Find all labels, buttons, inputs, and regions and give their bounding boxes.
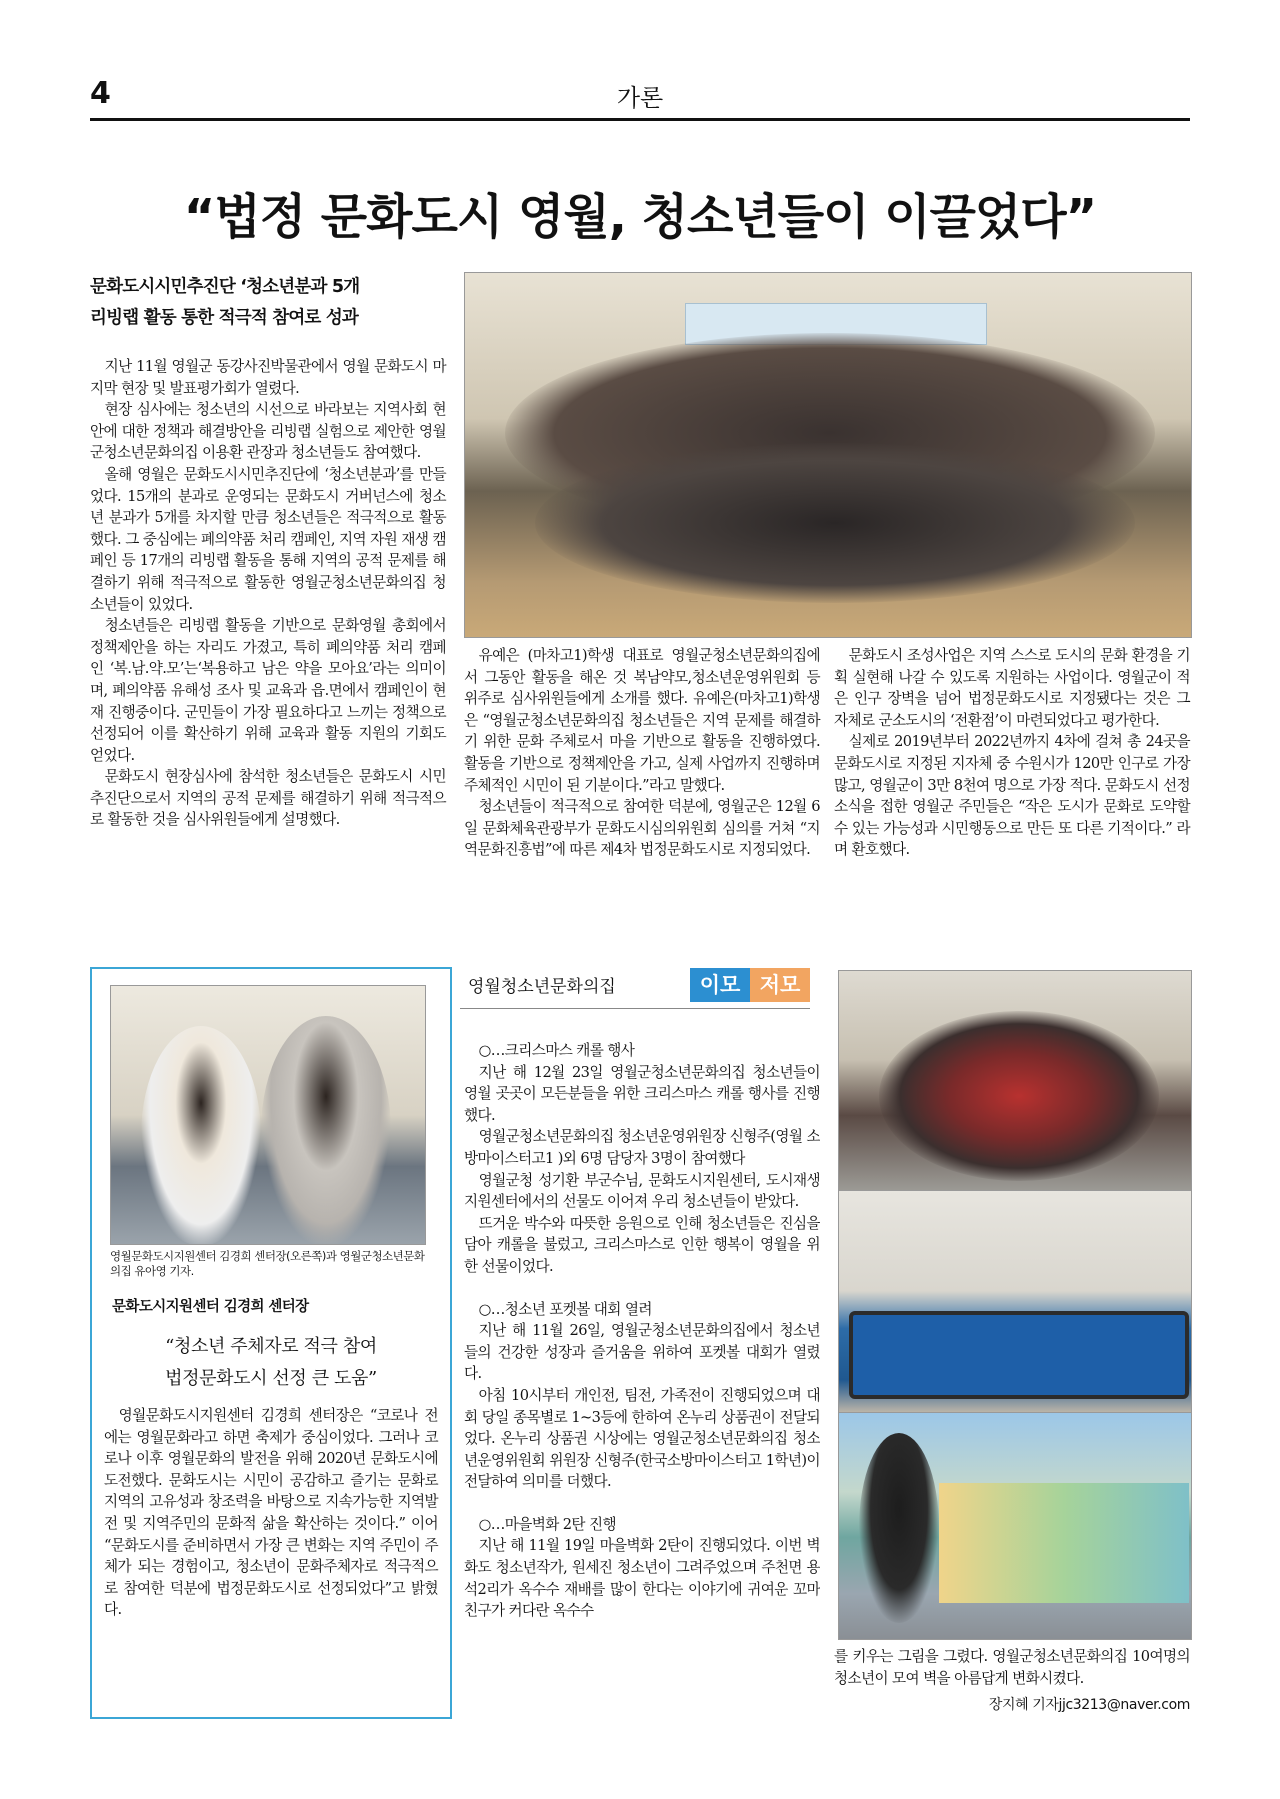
paragraph: 현장 심사에는 청소년의 시선으로 바라보는 지역사회 현안에 대한 정책과 해결방안을 리빙랩 실험으로 제안한 영월군청소년문화의집 이용환 관장과 청소년들도 참여했다. (90, 401, 446, 462)
paragraph: ○…마을벽화 2탄 진행 (478, 1515, 616, 1533)
paragraph: 영월군청 성기환 부군수님, 문화도시지원센터, 도시재생지원센터에서의 선물도 이어져 우리 청소년들이 받았다. (464, 1171, 820, 1211)
crowd-shape (535, 443, 1135, 603)
paragraph: 청소년들은 리빙랩 활동을 기반으로 문화영월 총회에서 정책제안을 하는 자리도 가졌고, 특히 폐의약품 처리 캠페인 ‘복.남.약.모’는‘복용하고 남은 약을 모아요’라는 의미이며, 폐의약품 유해성 조사 및 교육과 읍.면에서 캠페인이 현재 진행중이다. 군민들이 가장 필요하다고 느끼는 정책으로 선정되어 이를 확산하기 위해 교육과 활동 지원의 기회도 얻었다. (90, 617, 446, 764)
person-shape (261, 1016, 391, 1245)
paragraph: 유예은 (마차고1)학생 대표로 영월군청소년문화의집에서 그동안 활동을 해온 것 복남약모,청소년운영위원회 등 위주로 심사위원들에게 소개를 했다. 유예은(마차고1)학생은 “영월군청소년문화의집 청소년들은 지역 문제를 해결하기 위한 문화 주체로서 마을 기반으로 활동을 진행하였다. 활동을 기반으로 정책제안을 가고, 실제 사업까지 진행하며 주체적인 시민이 된 기분이다.”라고 말했다. (464, 647, 820, 794)
billiards-photo (838, 1190, 1192, 1414)
person-shape (859, 1433, 939, 1623)
subhead-line: 리빙랩 활동 통한 적극적 참여로 성과 (90, 308, 359, 328)
paragraph: 문화도시 현장심사에 참석한 청소년들은 문화도시 시민추진단으로서 지역의 공적 문제를 해결하기 위해 적극적으로 활동한 것을 심사위원들에게 설명했다. (90, 768, 446, 829)
pool-table (849, 1311, 1189, 1399)
interview-box (90, 967, 452, 1719)
article-column-2 (464, 645, 820, 861)
portrait-photo (110, 985, 426, 1245)
paragraph: 지난 해 11월 19일 마을벽화 2탄이 진행되었다. 이번 벽화도 청소년작가, 원세진 청소년이 그려주었으며 주천면 용석2리가 옥수수 재배를 많이 한다는 이야기에 귀여운 꼬마친구가 커다란 옥수수 (464, 1537, 820, 1620)
paragraph (464, 1278, 820, 1299)
group-photo (464, 272, 1192, 638)
paragraph: 실제로 2019년부터 2022년까지 4차에 걸쳐 총 24곳을 문화도시로 지정된 지자체 중 수원시가 120만 인구로 가장 많고, 영월군이 3만 8천여 명으로 가장 적다. 문화도시 선정 소식을 접한 영월군 주민들은 “작은 도시가 문화로 도약할 수 있는 가능성과 시민행동으로 만든 또 다른 기적이다.” 라며 환호했다. (834, 733, 1190, 859)
section-name: 가론 (616, 84, 664, 112)
subhead-line: 문화도시시민추진단 ‘청소년분과 5개 (90, 277, 360, 297)
diary-continued: 를 키우는 그림을 그렸다. 영월군청소년문화의집 10여명의 청소년이 모여 벽을 아름답게 변화시켰다. (834, 1648, 1190, 1687)
interview-title: 문화도시지원센터 김경희 센터장 (112, 1299, 309, 1315)
photo-caption: 영월문화도시지원센터 김경희 센터장(오른쪽)과 영월군청소년문화의집 유아영 기자. (110, 1249, 425, 1278)
mural-photo (838, 1412, 1192, 1640)
interview-body (104, 1405, 438, 1621)
page-number: 4 (90, 76, 111, 111)
crowd-shape (879, 1011, 1159, 1181)
article-column-3 (834, 645, 1190, 861)
diary-name: 영월청소년문화의집 (468, 977, 616, 997)
headline: “법정 문화도시 영월, 청소년들이 이끌었다” (183, 189, 1097, 245)
paragraph: 지난 해 12월 23일 영월군청소년문화의집 청소년들이 영월 곳곳이 모든분들을 위한 크리스마스 캐롤 행사를 진행했다. (464, 1063, 820, 1124)
paragraph (464, 1493, 820, 1514)
paragraph: 지난 해 11월 26일, 영월군청소년문화의집에서 청소년들의 건강한 성장과 즐거움을 위하여 포켓볼 대회가 열렸다. (464, 1322, 820, 1383)
article-column-1 (90, 356, 446, 831)
paragraph: 뜨거운 박수와 따뜻한 응원으로 인해 청소년들은 진심을담아 캐롤을 불렀고, 크리스마스로 인한 행복이 영월을 위한 선물이었다. (464, 1214, 820, 1275)
paragraph: ○…청소년 포켓볼 대회 열려 (478, 1300, 652, 1318)
mural-wall (939, 1483, 1189, 1603)
quote-line: 법정문화도시 선정 큰 도움” (165, 1368, 377, 1389)
paragraph: 청소년들이 적극적으로 참여한 덕분에, 영월군은 12월 6일 문화체육관광부가 문화도시심의위원회 심의를 거쳐 “지역문화진흥법”에 따른 제4차 법정문화도시로 지정되었다. (464, 798, 820, 859)
diary-header (460, 962, 810, 1009)
paragraph: 영월군청소년문화의집 청소년운영위원장 신형주(영월 소방마이스터고1 )외 6명 담당자 3명이 참여했다 (464, 1128, 820, 1167)
paragraph: 아침 10시부터 개인전, 팀전, 가족전이 진행되었으며 대회 당일 종목별로 1~3등에 한하여 온누리 상품권이 전달되었다. 온누리 상품권 시상에는 영월군청소년문화의집 청소년운영위원회 위원장 신형주(한국소방마이스터고 1학년)이 전달하여 의미를 더했다. (464, 1386, 820, 1491)
subheadline (90, 272, 462, 334)
interview-quote (104, 1331, 438, 1395)
byline: 장지혜 기자jjc3213@naver.com (988, 1697, 1190, 1713)
paragraph: 올해 영월은 문화도시시민추진단에 ‘청소년분과’를 만들었다. 15개의 분과로 운영되는 문화도시 거버넌스에 청소년 분과가 5개를 차지할 만큼 청소년들은 적극적으로 활동했다. 그 중심에는 폐의약품 처리 캠페인, 지역 자원 재생 캠페인 등 17개의 리빙랩 활동을 통해 지역의 공적 문제를 해결하기 위해 적극적으로 활동한 영월군청소년문화의집 청소년들이 있었다. (90, 465, 446, 613)
paragraph: 영월문화도시지원센터 김경희 센터장은 “코로나 전에는 영월문화라고 하면 축제가 중심이었다. 그러나 코로나 이후 영월문화의 발전을 위해 2020년 문화도시에 도전했다. 문화도시는 시민이 공감하고 즐기는 문화로 지역의 고유성과 창조력을 바탕으로 지속가능한 지역발전 및 지역주민의 문화적 삶을 확산하는 것이다.” 이어 “문화도시를 준비하면서 가장 큰 변화는 지역 주민이 주체가 되는 경험이고, 청소년이 문화주체자로 적극적으로 참여한 덕분에 법정문화도시로 선정되었다”고 밝혔다. (104, 1407, 438, 1619)
paragraph: 지난 11월 영월군 동강사진박물관에서 영월 문화도시 마지막 현장 및 발표평가회가 열렸다. (90, 358, 446, 397)
paragraph: ○…크리스마스 캐롤 행사 (478, 1042, 635, 1059)
quote-line: “청소년 주체자로 적극 참여 (165, 1336, 377, 1357)
badge-imo: 이모 (690, 968, 750, 1002)
person-shape (141, 1026, 261, 1245)
page-header (90, 74, 1190, 121)
paragraph: 문화도시 조성사업은 지역 스스로 도시의 문화 환경을 기획 실현해 나갈 수 있도록 지원하는 사업이다. 영월군이 적은 인구 장벽을 넘어 법정문화도시로 지정됐다는 것은 그 자체로 군소도시의 ‘전환점’이 마련되었다고 평가한다. (834, 647, 1190, 729)
christmas-photo (838, 970, 1192, 1194)
badge-jeomo: 저모 (750, 968, 810, 1002)
diary-body (464, 1040, 820, 1700)
